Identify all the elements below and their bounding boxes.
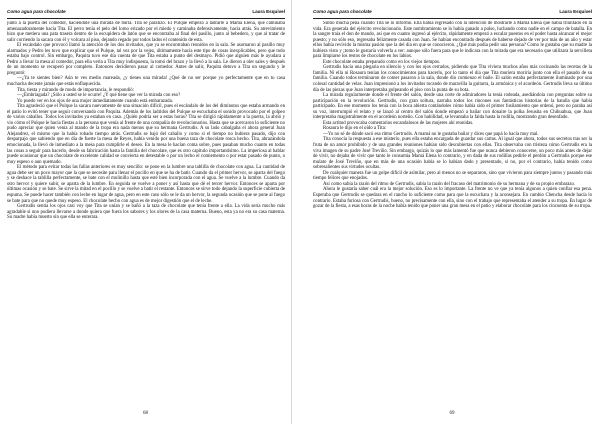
paragraph: —¿Embriagada? ¿Sólo a usted se le ocurre! ¿Y qué tiene que ver la mirada con eso? xyxy=(17,93,181,99)
paragraph: El método para evitar todas las fallas anteriores es muy sencillo: se pone en la lumbre una tablilla de chocolate con agua. La cantidad de agua debe ser un poco mayor que la que se necesite para llenar el pocillo en que se ha de batir. Cuando da el primer hervor, se aparta del fuego y se deshace la tablilla perfectamente, se bate con el molinillo hasta que esté bien incorporada con el agua. Se vuelve a la lumbre. Cuando da otro hervor y quiere subir, se aparta de la lumbre. En seguida se vuelve a poner y así hasta que dé el tercer hervor. Entonces se aparta por últimas ocasión y se bate. Se sirve la mitad en el pocillo y se vuelve a batir el restante. Entonces se sirve todo dejando la superficie cubierta de espuma. Se puede hacer también con leche en lugar de agua, pero en este caso sólo se le da un hervor, la segunda ocasión que se pone al fuego se bate para que no quede muy espeso. El chocolate hecho con agua es de mejor digestión que el de leche. xyxy=(7,165,285,204)
paragraph: Tita, tiesta y mirando de modo de importancia, le respondió: xyxy=(17,87,134,93)
header-author: Laura Esquivel xyxy=(559,9,592,14)
paragraph: Gertrudis sentía los ojos casi voy que Tita se unían y se bañó a la taza de chocolate que tenía frente a ella. La vida sería mucho más agradable si uno pudiera llevarse a donde quiera que fuera los sabores y los olores de la casa materna. Bueno, esta ya no era su casa materna. Su madre había muerto sin que ella se enterara. xyxy=(7,204,285,221)
paragraph: La mirada regularmente donde el frente del salón, desde una corte de admiradores la tenía rodeada, asediándola con preguntas sobre su participación en la revolución. Gertrudis, con gran soltura, narraba todos los rincones sus fantásticas historias de la batalla que había participado. En ese momento los tenía con la boca abierta contándoles cómo había sido el primer fusilamiento que ordenó, pero no paraba así su voz, interrumpió el relato y se lanzó al centro del salón donde empezó a bailar con donaire la polka Jesusita en Chihuahua, que Juan interpretaba magistralmente en el acordeón norteño. Con habilidad, se levantaba la falda hasta la rodilla, mostrando gran desenfado. xyxy=(313,93,592,121)
paragraph: El escándalo que provocó llamó la atención de los dos invitados, que ya se encontraban reunidos en la sala. Se asomaron al pasillo muy alarmados y Pedro les tuvo que explicar que el Pulque, tal vez por la vejez, últimamente hacía este tipo de cosas inexplicables, pero que todo estaba bajo control. Sin embargo, Paquita tuvo ese día cuenta de que Tita estaba a punto del desmayo. Pidió que alguien más le ayudara a Pedro a llevar la mesa al comedor, para ella verla a Tita muy indispuesta, la tomó del brazo y la llevó a la sala. Le dieron a oler sales y después de un momento se recuperó por completo. Entonces decidieron pasar al comedor. Antes de salir, Paquita detuvo a Tita un segundo y le preguntó: xyxy=(7,43,285,76)
right-page xyxy=(306,0,598,424)
page-number: 68 xyxy=(143,411,148,416)
header-book-title: Como agua para chocolate xyxy=(313,9,372,14)
running-header xyxy=(313,9,592,19)
page-text xyxy=(313,21,592,405)
running-header xyxy=(7,9,285,19)
header-author: Laura Esquivel xyxy=(252,9,285,14)
paragraph: Este chocolate estaba preparado como en los viejos tiempos. xyxy=(323,59,441,65)
paragraph: Así como sabía la razón del ritmo de Gertrudis, sabía la razón del fracaso del matrimonio de su hermana y de su propio embarazo. xyxy=(323,181,576,187)
page-text xyxy=(7,21,285,405)
paragraph: Yo puedo ver en los ojos de una mujer inmediatamente cuando está embarazada. xyxy=(17,98,173,104)
paragraph: Rosaura le dijo en el oído a Tita: xyxy=(323,126,387,132)
paragraph: De cualquier manera fue un golpe difícil de asimilar, pero al menos no se separaron, sino que vivieron para siempre juntos y pasando más tiempo felices que enojados. xyxy=(313,170,592,182)
left-page xyxy=(0,0,292,424)
header-book-title: Como agua para chocolate xyxy=(7,9,66,14)
page-number: 69 xyxy=(449,411,455,416)
paragraph: Tita conocía la respuesta a ese misterio, pues ella estaba encargada de guardar sus cartas. Al igual que ahora, todos sus secretos tras ser la fruta de un amor prohibido y de una grandes reuniones habían sido descubiertas con ellas. Tita observaba con tristeza cómo Gertrudis era la viva imagen de su padre José Treviño. Sin embargo, quizás lo que más lamentó fue que nunca debieron conocerse, un poco más antes de dejar de vivir, no dejaba de vivir que tanto le consumía Mamá Elena lo contrario, y en dada de sus rodillas pedirle el perdón a Gertrudis porque ese mulato de José Treviño, que en más de una ocasión había se lo habían dado y presentado, si no, por el contrario, había tenido como sobresalientes sus virtudes ocultas. xyxy=(313,137,592,171)
paragraph: Gertrudis hacia una plegaria en silencio y con los ojos cerrados, pidiendo que Tita viviera muchos años más cocinando las recetas de la familia. Ni ella ni Rosaura tenían los conocimientos para hacerlo, por lo tanto el día que Tita muriera moriría junto con ella el pasado de su familia. Cuando todos terminaron de comer pasaron a la sala, donde dio comienzo el baile. El salón estaba perfectamente iluminado por una colosal cantidad de velas. Juan impresionó a los invitados tocando de maravilla la guitarra, la armónica y el acordeón. Gertrudis lleva su último día de las piezas que Juan interpretaba golpeando el piso con la punta de su bota. xyxy=(313,65,592,93)
paragraph: Esta actitud provocaba comentarios escandalosos de las mujeres ahí reunidas. xyxy=(323,120,474,126)
paragraph: Tita agradeció que el Pulque la sacara nuevamente de una situación difícil, pues el escándalo de los del diminutos que estaba armando en el patio lo evitó tener que seguir conversando con Paquita. Además de los ladridos del Pulque se escuchaba el sonido provocado por el golpeo de varios caballos. Todos los invitados ya estaban en casa. ¿Quién podría ser a estas horas? Tita se dirigió rápidamente a la puerta, la abrió y vio cómo el Pulque le hacía fiestas a la persona que venía al frente de una compañía de revolucionarios. Hasta que se acercaron lo suficiente no pudo apreciar que quien venía al mando de la tropa era nada menos que su hermana Gertrudis. A su lado cabalgaba el ahora general Juan Alejandrez, el mismo que la había robado tiempo atrás. Gertrudis se bajó del caballo y como si el tiempo no hubiera pasado, dijo con desparpajo que sabiendo que en día de fuerte la mesa de Reyes, había venido por una buena taza de chocolate rosca hecho. Tita, abrazándola emocionada, la llevó de inmediato a la mesa para cumplirle el deseo. En la mesa le hacían coma sobre, pues pasaban mucho cuanto en todas las cosas a seguir para hacerlo, desde su fabricación hasta la familia del chocolate, que es otro capítulo importantísimo. La imperiosa al hablar puede ocasionar que un chocolate de excelente calidad se convierta en detestable o por un lecho el comiemento o por estar pasado de punto, o muy espeso o aun quemado. xyxy=(7,104,285,165)
paragraph: junto a la puerta del comedor, haciéndole una mirada de burla. Tita se paralizó. El Pulque empezó a ladrarle a Mamá Elena, que caminaba amenazadoramente hacia Tita. El perro tenía el pelo del lomo erizado por el miedo y caminaba defensivamente, hacia atrás. Su atrevimiento hizo que metiera una pata trasera dentro de la escupidera de latón que se encontraba al final del pasillo, junto al bebedero, y que al tratar de salir corriendo la sacara con él y volcara al piso, dejando regado por todos lados el contenido de esta. xyxy=(7,21,285,43)
paragraph: Sintió mucha pena cuando Tita se lo informó. Ella había regresado con la intención de mostrarle a Mamá Elena que había triunfado en la vida. Era generala del ejército revolucionario. Este nombramiento se lo había ganado a pulso, luchando como nadie en el campo de batalla. En la sangre traía el don de mando, así que en cuanto ingresó al ejército, rápidamente empezó a escalar puestos en el poder hasta alcanzar el mejor puesto; y no sólo eso, regresaba felizmente casada con Juan. Se habían encontrado después de haberse dejado de ver por más de un año y estar ellos había revivido la misma pasión que la del día en que se conocieron. ¿Qué más podía pedir una persona? Como le gustaba que su madre la hubiera visto y ¡tomo le gustaría volverla a ver: aunque sólo fuera para que le indicara con la mirada que era necesario que utilizara la servilleta para limpiarse los restos de chocolate en los labios. xyxy=(313,21,592,60)
paragraph: —¿Ya te sientes bien? Aún te ves medio mareada, ¿y tienes una mirada! ¿Qué de no ser porque yo perfectamente que en tu casa muchacha decente jamás que estás enflaquecida. xyxy=(7,76,285,88)
paragraph: Ahora le gustaría saber cuál era la mejor solución. Eso es lo importante. La frente no ve que ya tenía algunos a quien confiar esa pena. Esperaba que Gertrudis se quedara en el rancho lo suficiente como para que la escuchara y la aconsejara. En cambio Chencha desde hacía lo contrario. Estaba furiosa con Gertrudis, bueno, no precisamente con ella, sino con el trabajo que representaba el atender a su tropa. En lugar de gozar de la fiesta, a esas horas de la noche había tenido que poner una gran mesa en el patio y elaborar chocolate para los cincuenta de su tropa. xyxy=(313,187,592,210)
paragraph: —Yo no sé de dónde sacó esa ritmo Gertrudis. A mamá no le gustaba bailar y dices que papá lo hacía muy mal. xyxy=(323,131,539,137)
